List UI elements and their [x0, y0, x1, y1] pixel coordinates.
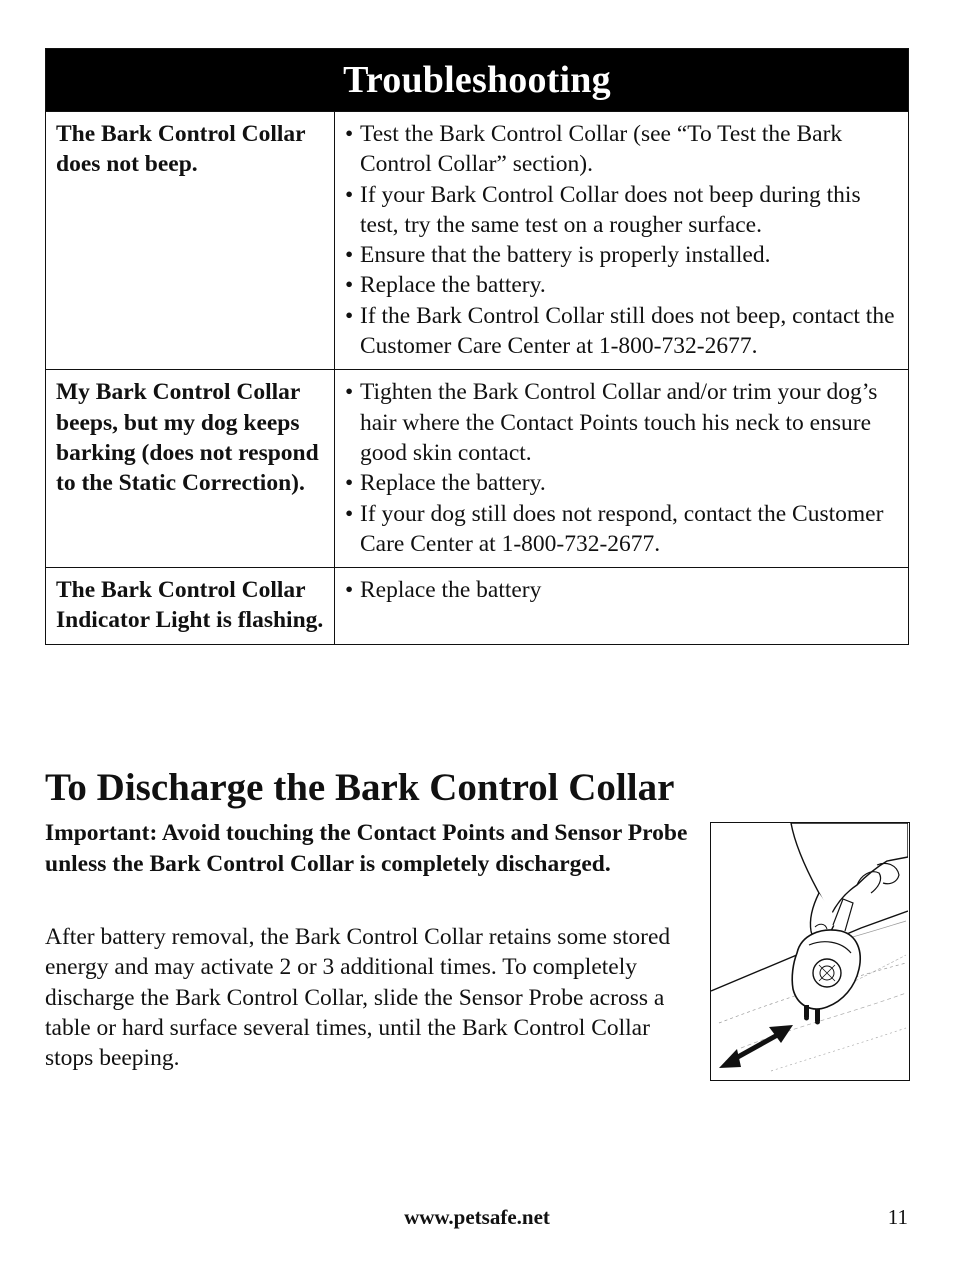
- important-notice: Important: Avoid touching the Contact Points and Sensor Probe unless the Bark Control Collar is completely discharged.: [45, 820, 688, 877]
- discharge-illustration: [710, 822, 910, 1081]
- solution-item: • If your dog still does not respond, contact the Customer Care Center at 1-800-732-2677.: [345, 499, 898, 560]
- troubleshooting-title: Troubleshooting: [46, 49, 908, 111]
- solution-cell: [335, 112, 908, 369]
- solution-item: • Replace the battery: [345, 575, 898, 605]
- table-row: [46, 111, 908, 369]
- troubleshooting-table: [45, 48, 909, 645]
- discharge-instructions: After battery removal, the Bark Control Collar retains some stored energy and may activate 2 or 3 additional times. To completely discharge the Bark Control Collar, slide the Sensor Probe across a table or hard surface several times, until the Bark Control Collar stops beeping.: [45, 924, 671, 1072]
- solution-item: • Ensure that the battery is properly installed.: [345, 240, 898, 270]
- website-url: www.petsafe.net: [404, 1205, 550, 1229]
- solution-item: • If the Bark Control Collar still does not beep, contact the Customer Care Center at 1-800-732-2677.: [345, 301, 898, 362]
- solution-item: • Test the Bark Control Collar (see “To Test the Bark Control Collar” section).: [345, 119, 898, 180]
- problem-cell: The Bark Control Collar does not beep.: [46, 112, 335, 369]
- solution-list: [345, 377, 898, 559]
- solution-item: • Tighten the Bark Control Collar and/or trim your dog’s hair where the Contact Points touch his neck to ensure good skin contact.: [345, 377, 898, 468]
- solution-item: • Replace the battery.: [345, 468, 898, 498]
- table-row: [46, 567, 908, 644]
- solution-cell: [335, 370, 908, 567]
- page-number: 11: [887, 1205, 908, 1229]
- hand-sliding-collar-illustration: [711, 823, 908, 1079]
- problem-cell: My Bark Control Collar beeps, but my dog keeps barking (does not respond to the Static Correction).: [46, 370, 335, 567]
- table-row: [46, 369, 908, 567]
- solution-item: • Replace the battery.: [345, 270, 898, 300]
- solution-list: [345, 575, 898, 605]
- solution-cell: [335, 568, 908, 644]
- discharge-heading: To Discharge the Bark Control Collar: [45, 766, 675, 809]
- solution-item: • If your Bark Control Collar does not beep during this test, try the same test on a rougher surface.: [345, 180, 898, 241]
- problem-cell: The Bark Control Collar Indicator Light is flashing.: [46, 568, 335, 644]
- solution-list: [345, 119, 898, 361]
